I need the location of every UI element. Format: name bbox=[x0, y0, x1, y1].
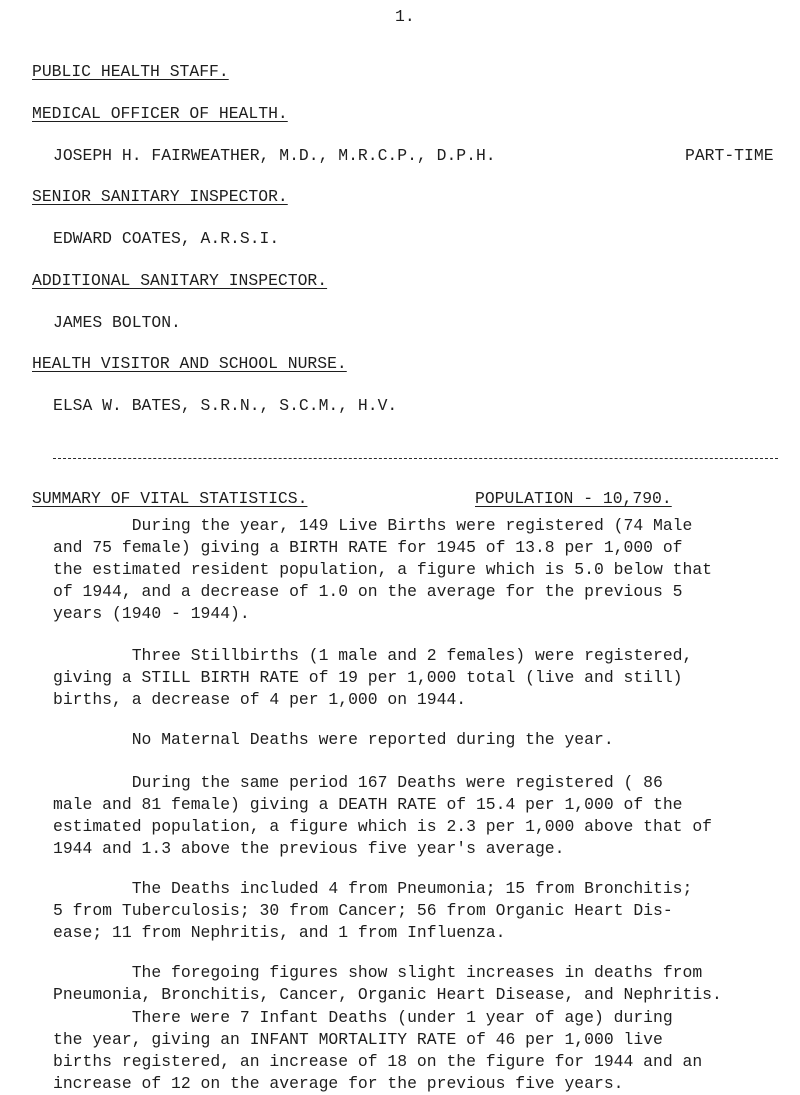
text-line: births registered, an increase of 18 on the figure for 1944 and an bbox=[53, 1052, 703, 1071]
text-line: During the same period 167 Deaths were registered ( 86 bbox=[53, 773, 663, 792]
moh-status: PART-TIME bbox=[685, 146, 774, 165]
text-line: the estimated resident population, a figure which is 5.0 below that bbox=[53, 560, 713, 579]
text-line: and 75 female) giving a BIRTH RATE for 1945 of 13.8 per 1,000 of bbox=[53, 538, 683, 557]
hv-title: HEALTH VISITOR AND SCHOOL NURSE. bbox=[32, 354, 347, 373]
text-line: male and 81 female) giving a DEATH RATE of 15.4 per 1,000 of the bbox=[53, 795, 683, 814]
section-heading-staff: PUBLIC HEALTH STAFF. bbox=[32, 62, 229, 81]
ssi-name: EDWARD COATES, A.R.S.I. bbox=[53, 229, 280, 248]
para-causes bbox=[53, 878, 793, 944]
text-line: No Maternal Deaths were reported during the year. bbox=[53, 730, 614, 749]
text-line: births, a decrease of 4 per 1,000 on 1944. bbox=[53, 690, 467, 709]
hv-name: ELSA W. BATES, S.R.N., S.C.M., H.V. bbox=[53, 396, 398, 415]
asi-name: JAMES BOLTON. bbox=[53, 313, 181, 332]
para-maternal bbox=[53, 729, 793, 751]
text-line: ease; 11 from Nephritis, and 1 from Influenza. bbox=[53, 923, 506, 942]
text-line: Pneumonia, Bronchitis, Cancer, Organic Heart Disease, and Nephritis. bbox=[53, 985, 722, 1004]
moh-title: MEDICAL OFFICER OF HEALTH. bbox=[32, 104, 288, 123]
ssi-title: SENIOR SANITARY INSPECTOR. bbox=[32, 187, 288, 206]
text-line: increase of 12 on the average for the previous five years. bbox=[53, 1074, 624, 1093]
para-infant bbox=[53, 1007, 793, 1095]
text-line: The Deaths included 4 from Pneumonia; 15 from Bronchitis; bbox=[53, 879, 693, 898]
text-line: 1944 and 1.3 above the previous five year's average. bbox=[53, 839, 565, 858]
text-line: During the year, 149 Live Births were registered (74 Male bbox=[53, 516, 693, 535]
para-births bbox=[53, 515, 793, 625]
population-heading: POPULATION - 10,790. bbox=[475, 489, 672, 508]
text-line: of 1944, and a decrease of 1.0 on the average for the previous 5 bbox=[53, 582, 683, 601]
divider bbox=[53, 458, 778, 459]
asi-title: ADDITIONAL SANITARY INSPECTOR. bbox=[32, 271, 328, 290]
text-line: the year, giving an INFANT MORTALITY RATE of 46 per 1,000 live bbox=[53, 1030, 663, 1049]
text-line: giving a STILL BIRTH RATE of 19 per 1,000 total (live and still) bbox=[53, 668, 683, 687]
text-line: The foregoing figures show slight increases in deaths from bbox=[53, 963, 703, 982]
text-line: Three Stillbirths (1 male and 2 females) were registered, bbox=[53, 646, 693, 665]
text-line: 5 from Tuberculosis; 30 from Cancer; 56 from Organic Heart Dis- bbox=[53, 901, 673, 920]
para-stillbirths bbox=[53, 645, 793, 711]
text-line: There were 7 Infant Deaths (under 1 year of age) during bbox=[53, 1008, 673, 1027]
para-deaths bbox=[53, 772, 793, 860]
page-number: 1. bbox=[395, 7, 415, 26]
text-line: estimated population, a figure which is 2.3 per 1,000 above that of bbox=[53, 817, 713, 836]
moh-name: JOSEPH H. FAIRWEATHER, M.D., M.R.C.P., D.P.H. bbox=[53, 146, 496, 165]
para-increases bbox=[53, 962, 793, 1006]
text-line: years (1940 - 1944). bbox=[53, 604, 250, 623]
summary-heading: SUMMARY OF VITAL STATISTICS. bbox=[32, 489, 308, 508]
